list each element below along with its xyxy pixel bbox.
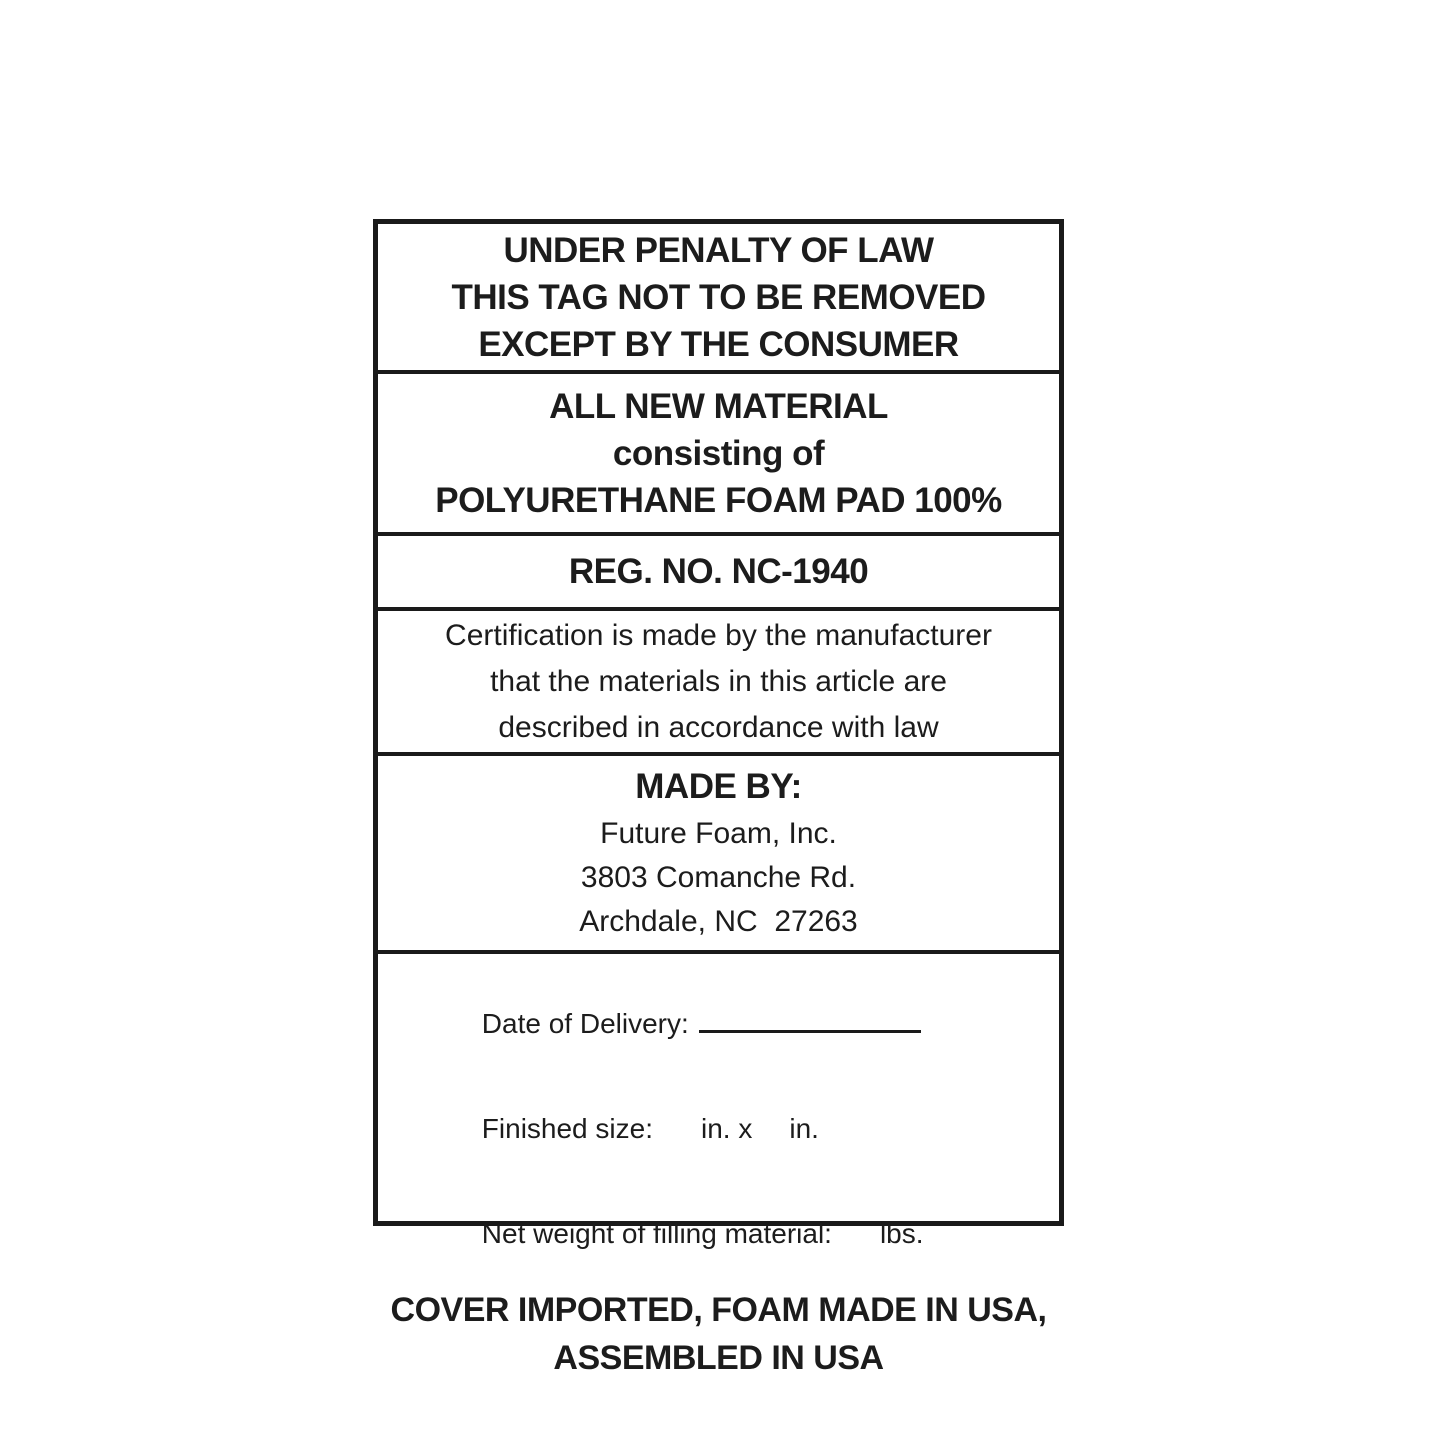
section-fill-in-details [378, 954, 1059, 1377]
origin-line-2: ASSEMBLED IN USA [553, 1339, 884, 1377]
penalty-line-3: EXCEPT BY THE CONSUMER [478, 324, 959, 364]
registration-number: REG. NO. NC-1940 [568, 552, 869, 591]
manufacturer-street: 3803 Comanche Rd. [580, 861, 857, 894]
section-made-by [378, 756, 1059, 954]
finished-size-label: Finished size: [481, 1113, 653, 1144]
fill-in-block [378, 971, 1059, 1286]
date-of-delivery-row [404, 971, 1059, 1076]
section-material [378, 374, 1059, 536]
material-line-1: ALL NEW MATERIAL [549, 386, 888, 426]
made-by-heading: MADE BY: [635, 767, 802, 806]
certification-line-2: that the materials in this article are [490, 664, 947, 698]
penalty-line-1: UNDER PENALTY OF LAW [503, 230, 934, 270]
section-registration-number [378, 536, 1059, 611]
penalty-line-2: THIS TAG NOT TO BE REMOVED [451, 277, 986, 317]
law-tag-label [373, 219, 1064, 1377]
net-weight-unit: lbs. [879, 1218, 924, 1249]
finished-size-row [404, 1076, 1059, 1181]
date-of-delivery-label: Date of Delivery: [481, 1008, 689, 1039]
manufacturer-city-state-zip: Archdale, NC 27263 [579, 905, 858, 938]
finished-size-unit-2: in. [789, 1113, 819, 1144]
finished-size-unit-1: in. x [700, 1113, 753, 1144]
manufacturer-name: Future Foam, Inc. [600, 817, 837, 850]
net-weight-row [404, 1181, 1059, 1286]
certification-line-3: described in accordance with law [498, 710, 939, 744]
origin-statement [378, 1286, 1059, 1382]
material-line-3: POLYURETHANE FOAM PAD 100% [435, 480, 1002, 520]
net-weight-label: Net weight of filling material: [481, 1218, 832, 1249]
certification-line-1: Certification is made by the manufacturer [445, 618, 992, 652]
section-certification [378, 611, 1059, 756]
origin-line-1: COVER IMPORTED, FOAM MADE IN USA, [390, 1291, 1047, 1329]
material-line-2: consisting of [612, 433, 825, 473]
date-of-delivery-blank [699, 1006, 921, 1033]
section-penalty-warning [378, 224, 1059, 374]
